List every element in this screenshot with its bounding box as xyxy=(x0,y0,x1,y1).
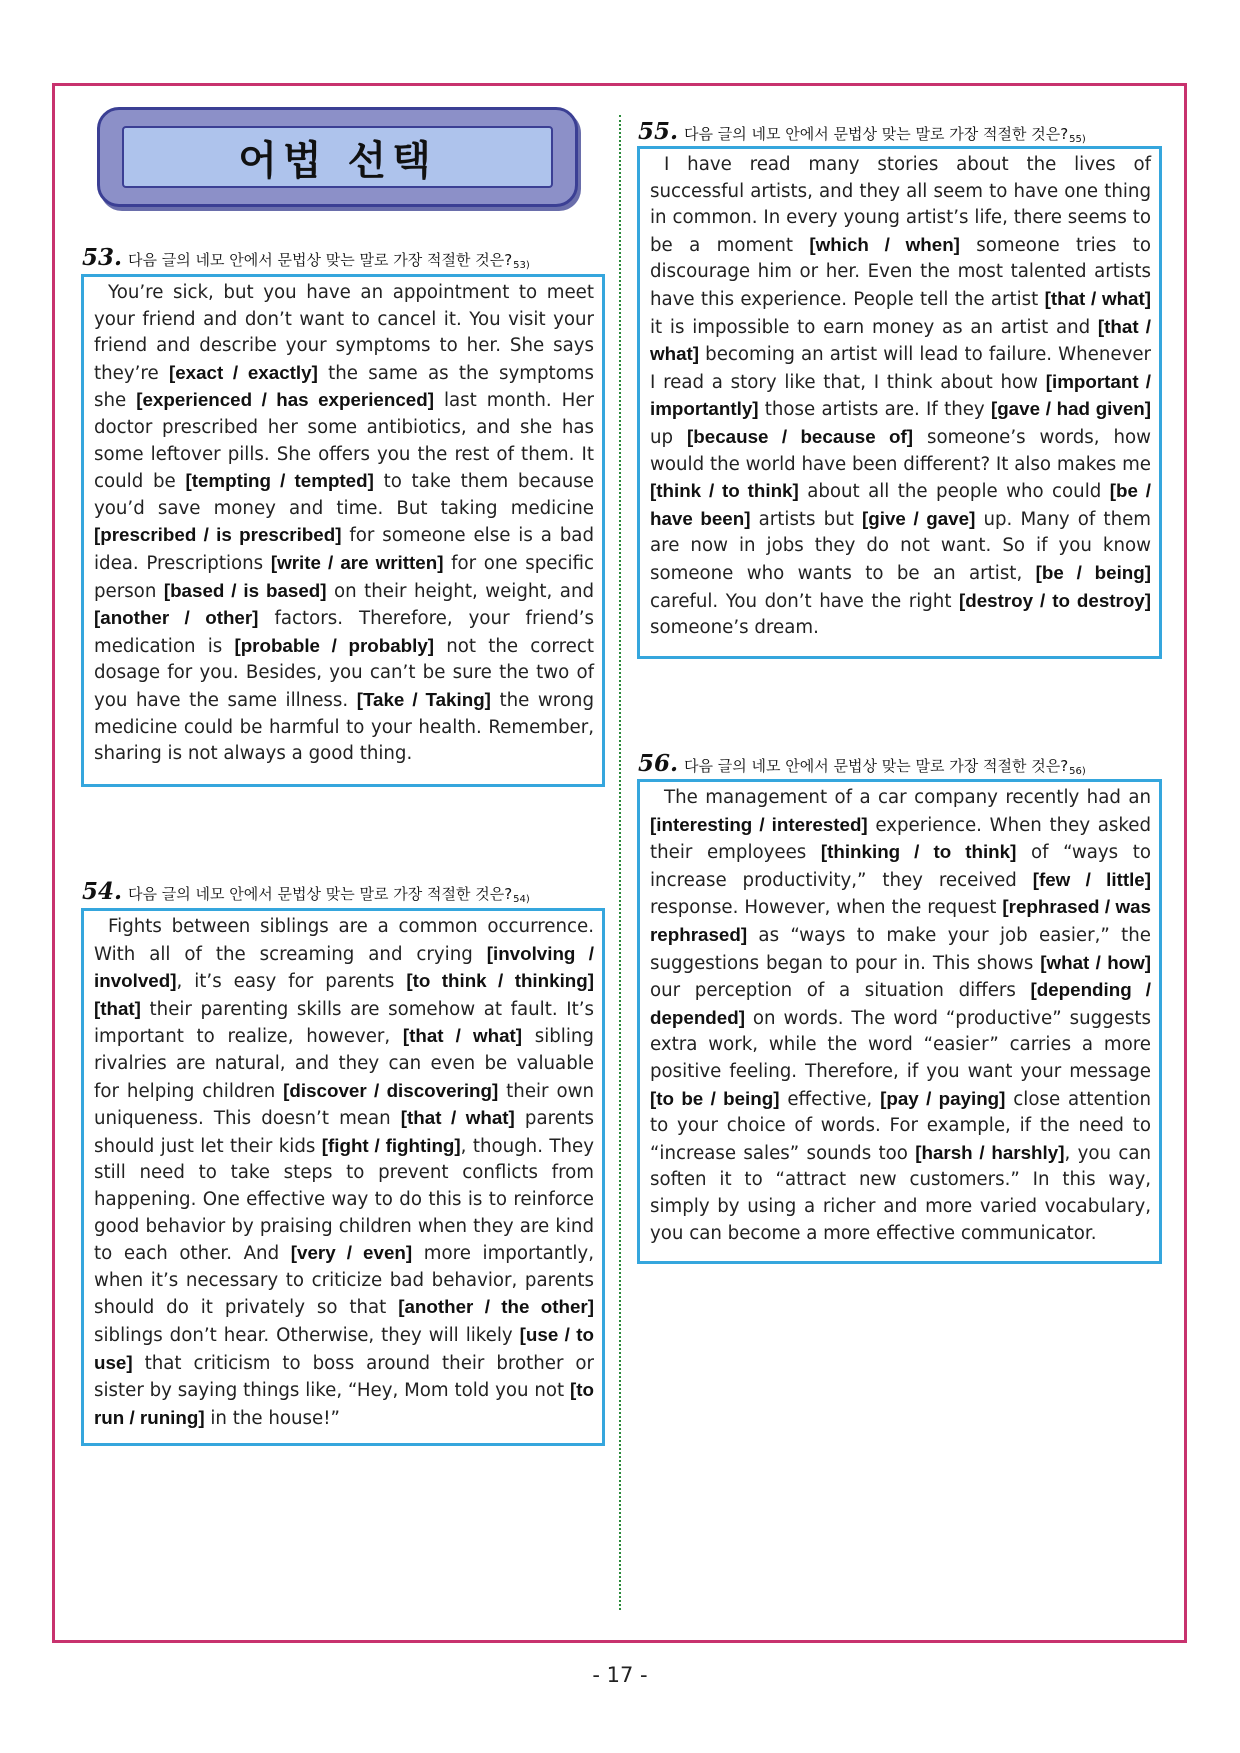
section-title-banner xyxy=(97,107,578,207)
passage-text: our perception of a situation differs xyxy=(650,980,1031,1002)
answer-choice: [discover / discovering] xyxy=(283,1079,499,1101)
answer-choice: [pay / paying] xyxy=(880,1087,1006,1109)
answer-choice: [harsh / harshly] xyxy=(915,1141,1065,1163)
question-56-header xyxy=(638,747,1086,777)
question-54-header xyxy=(82,875,530,905)
passage-text: siblings don’t hear. Otherwise, they will likely xyxy=(94,1324,520,1346)
question-53-passage-box xyxy=(81,274,605,787)
answer-choice: [that] xyxy=(94,997,141,1019)
question-footnote: 55) xyxy=(1069,134,1086,145)
passage-text: Fights between siblings are a common occurrence. With all of the screaming and crying xyxy=(94,916,594,965)
answer-choice: [use / to use] xyxy=(94,1323,595,1373)
passage-text: The management of a car company recently had an xyxy=(664,787,1151,808)
answer-choice: [tempting / tempted] xyxy=(185,470,374,492)
question-53-header xyxy=(82,241,530,271)
answer-choice: [that / what] xyxy=(402,1025,523,1047)
passage-text: on words. The word “productive” suggests extra work, while the word “easier” carries a more positive feeling. Therefore, if you want your message xyxy=(650,1007,1151,1082)
column-divider xyxy=(619,115,621,1610)
answer-choice: [think / to think] xyxy=(650,480,799,502)
passage-text: it is impossible to earn money as an artist and xyxy=(650,316,1098,338)
question-55-passage xyxy=(650,152,1151,642)
answer-choice: [another / the other] xyxy=(398,1296,594,1318)
passage-text: becoming an artist will lead to failure. Whenever I read a story like that, I think about how xyxy=(650,344,1151,393)
answer-choice: [which / when] xyxy=(809,233,960,255)
passage-text: someone’s dream. xyxy=(650,617,819,639)
answer-choice: [thinking / to think] xyxy=(820,841,1017,863)
question-54-passage-box xyxy=(81,908,605,1446)
question-prompt: 다음 글의 네모 안에서 문법상 맞는 말로 가장 적절한 것은? xyxy=(128,251,513,269)
passage-text: up xyxy=(650,426,688,448)
question-footnote: 53) xyxy=(513,260,530,271)
question-56-passage-box xyxy=(637,779,1162,1264)
question-number: 54. xyxy=(82,878,123,905)
question-prompt: 다음 글의 네모 안에서 문법상 맞는 말로 가장 적절한 것은? xyxy=(128,885,513,903)
passage-text: that criticism to boss around their brother or sister by saying things like, “Hey, Mom told you not xyxy=(94,1352,594,1402)
answer-choice: [because / because of] xyxy=(687,425,914,447)
passage-text: effective, xyxy=(779,1088,881,1110)
answer-choice: [probable / probably] xyxy=(234,634,435,656)
question-55-passage-box xyxy=(637,146,1162,659)
question-number: 56. xyxy=(638,750,679,777)
passage-text: parents should just let their kids xyxy=(94,1108,595,1157)
passage-text: I have read many stories about the lives of successful artists, and they all seem to have one thing in common. In every young artist’s life, there seems to be a moment xyxy=(650,154,1151,256)
passage-text: sibling rivalries are natural, and they can even be valuable for helping children xyxy=(94,1026,594,1102)
passage-text: those artists are. If they xyxy=(758,399,991,421)
answer-choice: [involving / involved] xyxy=(94,942,594,992)
answer-choice: [be / being] xyxy=(1035,561,1151,583)
answer-choice: [gave / had given] xyxy=(990,398,1151,420)
passage-text: careful. You don’t have the right xyxy=(650,590,959,612)
answer-choice: [destroy / to destroy] xyxy=(958,589,1152,611)
passage-text: for one specific person xyxy=(94,552,595,602)
question-number: 53. xyxy=(82,244,123,271)
answer-choice: [to be / being] xyxy=(650,1087,780,1109)
answer-choice: [be / have been] xyxy=(650,480,1151,529)
passage-text: last month. Her doctor prescribed her some antibiotics, and she has some leftover pills. She offers you the rest of them. It could be xyxy=(94,390,594,493)
answer-choice: [to run / runing] xyxy=(94,1379,594,1428)
passage-text: someone tries to discourage him or her. Even the most talented artists have this experience. People tell the artist xyxy=(650,234,1151,310)
answer-choice: [few / little] xyxy=(1032,868,1151,890)
answer-choice: [that / what] xyxy=(400,1107,515,1129)
answer-choice: [interesting / interested] xyxy=(650,813,868,835)
passage-text: , though. They still need to take steps to prevent conflicts from happening. One effective way to do this is to reinforce good behavior by praising children when they are kind to each other. And xyxy=(94,1135,594,1265)
passage-text: of “ways to increase productivity,” they received xyxy=(650,842,1151,891)
answer-choice: [what / how] xyxy=(1040,951,1151,973)
passage-text: the same as the symptoms she xyxy=(94,362,594,412)
answer-choice: [important / importantly] xyxy=(650,370,1151,420)
answer-choice: [exact / exactly] xyxy=(168,361,318,383)
passage-text: You’re sick, but you have an appointment to meet your friend and don’t want to cancel it. You visit your friend and describe your symptoms to her. She says they’re xyxy=(94,282,594,384)
answer-choice: [fight / fighting] xyxy=(321,1134,461,1156)
passage-text: their own uniqueness. This doesn’t mean xyxy=(94,1080,594,1130)
passage-text: artists but xyxy=(750,508,863,530)
passage-text: , it’s easy for parents xyxy=(176,971,407,993)
passage-text: factors. Therefore, your friend’s medication is xyxy=(94,608,594,657)
passage-text: experience. When they asked their employees xyxy=(650,814,1151,864)
answer-choice: [depending / depended] xyxy=(650,979,1151,1028)
passage-text: close attention to your choice of words. For example, if the need to “increase sales” sounds too xyxy=(650,1088,1152,1164)
passage-text: more importantly, when it’s necessary to criticize bad behavior, parents should do it privately so that xyxy=(94,1243,594,1319)
passage-text: , you can soften it to “attract new customers.” In this way, simply by using a richer and more varied vocabulary, you can become a more effective communicator. xyxy=(650,1142,1151,1244)
section-title: 어법 선택 xyxy=(238,137,437,184)
question-55-header xyxy=(638,115,1086,145)
answer-choice: [rephrased / was rephrased] xyxy=(650,896,1151,945)
passage-text: about all the people who could xyxy=(798,481,1110,503)
question-53-passage xyxy=(94,280,594,768)
passage-text: up. Many of them are now in jobs they do not want. So if you know someone who wants to be an artist, xyxy=(650,508,1151,584)
passage-text: their parenting skills are somehow at fault. It’s important to realize, however, xyxy=(94,998,594,1048)
answer-choice: [experienced / has experienced] xyxy=(136,389,434,411)
passage-text: as “ways to make your job easier,” the suggestions began to pour in. This shows xyxy=(650,924,1151,974)
question-number: 55. xyxy=(638,118,679,145)
answer-choice: [give / gave] xyxy=(862,507,976,529)
answer-choice: [write / are written] xyxy=(270,551,444,573)
question-54-passage xyxy=(94,914,594,1432)
passage-text: someone’s words, how would the world have been different? It also makes me xyxy=(650,426,1151,475)
passage-text: in the house!” xyxy=(204,1407,340,1429)
answer-choice: [prescribed / is prescribed] xyxy=(94,524,342,546)
answer-choice: [that / what] xyxy=(1044,287,1151,309)
answer-choice: [that / what] xyxy=(650,315,1151,365)
question-prompt: 다음 글의 네모 안에서 문법상 맞는 말로 가장 적절한 것은? xyxy=(684,125,1069,143)
question-footnote: 56) xyxy=(1069,766,1086,777)
passage-text: on their height, weight, and xyxy=(326,580,595,602)
answer-choice: [based / is based] xyxy=(163,579,327,601)
passage-text: the wrong medicine could be harmful to your health. Remember, sharing is not always a good thing. xyxy=(94,689,594,765)
section-title-plate xyxy=(122,126,553,188)
question-prompt: 다음 글의 네모 안에서 문법상 맞는 말로 가장 적절한 것은? xyxy=(684,757,1069,775)
question-footnote: 54) xyxy=(513,894,530,905)
passage-text: for someone else is a bad idea. Prescriptions xyxy=(94,525,594,574)
question-56-passage xyxy=(650,785,1151,1247)
answer-choice: [Take / Taking] xyxy=(356,688,491,710)
answer-choice: [very / even] xyxy=(290,1242,413,1264)
passage-text: not the correct dosage for you. Besides, you can’t be sure the two of you have the same illness. xyxy=(94,635,594,711)
answer-choice: [to think / thinking] xyxy=(406,970,594,992)
answer-choice: [another / other] xyxy=(94,607,259,629)
passage-text: to take them because you’d save money and time. But taking medicine xyxy=(94,471,594,519)
passage-text: response. However, when the request xyxy=(650,897,1003,919)
page-number: - 17 - xyxy=(592,1663,648,1687)
